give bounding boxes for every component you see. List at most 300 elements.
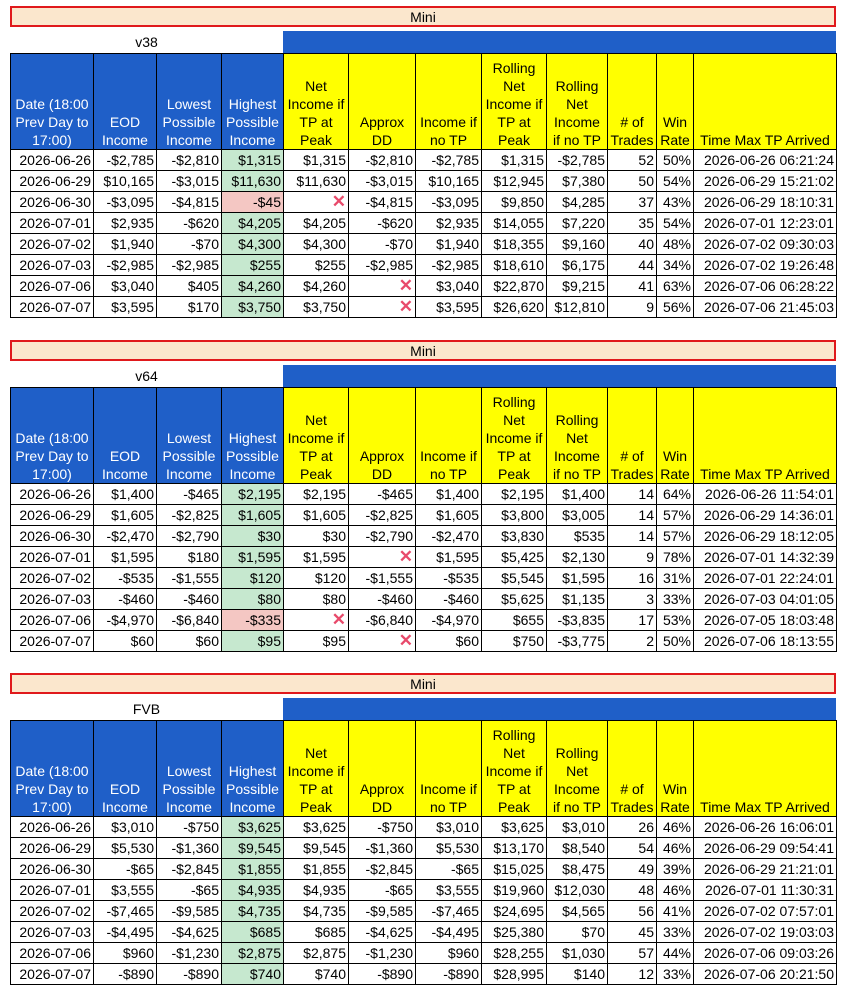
cell-time-max-tp[interactable]: 2026-06-29 21:21:01 — [694, 859, 837, 880]
cell-eod-income[interactable]: $60 — [94, 631, 157, 652]
cell-lowest-income[interactable]: $60 — [157, 631, 222, 652]
version-header-bar[interactable] — [283, 31, 836, 53]
cell-date[interactable]: 2026-07-06 — [11, 610, 94, 631]
column-header-net-income-tp[interactable]: Net Income if TP at Peak — [284, 721, 349, 817]
cell-approx-dd[interactable] — [349, 297, 416, 318]
cell-income-no-tp[interactable]: -$890 — [416, 964, 482, 985]
cell-eod-income[interactable]: -$460 — [94, 589, 157, 610]
cell-time-max-tp[interactable]: 2026-06-26 11:54:01 — [694, 484, 837, 505]
cell-highest-income[interactable]: $1,315 — [222, 150, 284, 171]
column-header-approx-dd[interactable]: Approx DD — [349, 54, 416, 150]
cell-trades[interactable]: 45 — [608, 922, 657, 943]
cell-eod-income[interactable]: $3,595 — [94, 297, 157, 318]
cell-lowest-income[interactable]: -$2,810 — [157, 150, 222, 171]
cell-highest-income[interactable]: $4,935 — [222, 880, 284, 901]
cell-income-no-tp[interactable]: -$2,470 — [416, 526, 482, 547]
cell-trades[interactable]: 14 — [608, 505, 657, 526]
cell-net-income-tp[interactable]: $120 — [284, 568, 349, 589]
cell-approx-dd[interactable]: -$4,815 — [349, 192, 416, 213]
cell-eod-income[interactable]: $3,555 — [94, 880, 157, 901]
cell-eod-income[interactable]: $960 — [94, 943, 157, 964]
cell-win-rate[interactable]: 54% — [657, 171, 694, 192]
column-header-time-max-tp[interactable]: Time Max TP Arrived — [694, 388, 837, 484]
cell-time-max-tp[interactable]: 2026-07-06 21:45:03 — [694, 297, 837, 318]
cell-rolling-no-tp[interactable]: $7,220 — [547, 213, 608, 234]
cell-eod-income[interactable]: $1,940 — [94, 234, 157, 255]
cell-eod-income[interactable]: -$2,470 — [94, 526, 157, 547]
cell-trades[interactable]: 48 — [608, 880, 657, 901]
cell-net-income-tp[interactable]: $4,935 — [284, 880, 349, 901]
cell-approx-dd[interactable]: -$9,585 — [349, 901, 416, 922]
cell-date[interactable]: 2026-07-02 — [11, 901, 94, 922]
cell-approx-dd[interactable]: -$1,360 — [349, 838, 416, 859]
cell-trades[interactable]: 12 — [608, 964, 657, 985]
cell-income-no-tp[interactable]: $960 — [416, 943, 482, 964]
cell-date[interactable]: 2026-06-30 — [11, 192, 94, 213]
cell-income-no-tp[interactable]: $3,595 — [416, 297, 482, 318]
cell-eod-income[interactable]: -$2,985 — [94, 255, 157, 276]
cell-net-income-tp[interactable]: $1,595 — [284, 547, 349, 568]
cell-time-max-tp[interactable]: 2026-06-26 16:06:01 — [694, 817, 837, 838]
column-header-date[interactable]: Date (18:00 Prev Day to 17:00) — [11, 721, 94, 817]
cell-highest-income[interactable]: $11,630 — [222, 171, 284, 192]
cell-time-max-tp[interactable]: 2026-07-06 20:21:50 — [694, 964, 837, 985]
cell-eod-income[interactable]: -$4,970 — [94, 610, 157, 631]
cell-time-max-tp[interactable]: 2026-07-05 18:03:48 — [694, 610, 837, 631]
column-header-lowest-income[interactable]: Lowest Possible Income — [157, 388, 222, 484]
cell-eod-income[interactable]: -$3,095 — [94, 192, 157, 213]
cell-date[interactable]: 2026-07-07 — [11, 297, 94, 318]
cell-net-income-tp[interactable]: $2,875 — [284, 943, 349, 964]
cell-lowest-income[interactable]: -$4,815 — [157, 192, 222, 213]
cell-highest-income[interactable]: $2,875 — [222, 943, 284, 964]
cell-approx-dd[interactable]: -$4,625 — [349, 922, 416, 943]
cell-income-no-tp[interactable]: $1,400 — [416, 484, 482, 505]
cell-highest-income[interactable]: $255 — [222, 255, 284, 276]
cell-date[interactable]: 2026-07-06 — [11, 276, 94, 297]
cell-net-income-tp[interactable]: $4,260 — [284, 276, 349, 297]
cell-income-no-tp[interactable]: $10,165 — [416, 171, 482, 192]
cell-rolling-no-tp[interactable]: $4,285 — [547, 192, 608, 213]
cell-rolling-no-tp[interactable]: $535 — [547, 526, 608, 547]
cell-rolling-tp[interactable]: $1,315 — [482, 150, 547, 171]
cell-trades[interactable]: 41 — [608, 276, 657, 297]
cell-approx-dd[interactable]: -$2,985 — [349, 255, 416, 276]
column-header-rolling-tp[interactable]: Rolling Net Income if TP at Peak — [482, 54, 547, 150]
cell-net-income-tp[interactable]: $1,855 — [284, 859, 349, 880]
cell-trades[interactable]: 9 — [608, 547, 657, 568]
cell-win-rate[interactable]: 48% — [657, 234, 694, 255]
cell-trades[interactable]: 16 — [608, 568, 657, 589]
cell-approx-dd[interactable]: -$2,825 — [349, 505, 416, 526]
cell-date[interactable]: 2026-06-30 — [11, 526, 94, 547]
cell-income-no-tp[interactable]: -$3,095 — [416, 192, 482, 213]
cell-lowest-income[interactable]: -$620 — [157, 213, 222, 234]
column-header-trades[interactable]: # of Trades — [608, 54, 657, 150]
cell-trades[interactable]: 9 — [608, 297, 657, 318]
cell-date[interactable]: 2026-06-29 — [11, 171, 94, 192]
cell-rolling-tp[interactable]: $28,995 — [482, 964, 547, 985]
cell-approx-dd[interactable]: -$1,555 — [349, 568, 416, 589]
column-header-win-rate[interactable]: Win Rate — [657, 54, 694, 150]
cell-rolling-no-tp[interactable]: $1,030 — [547, 943, 608, 964]
cell-trades[interactable]: 14 — [608, 484, 657, 505]
cell-date[interactable]: 2026-06-26 — [11, 817, 94, 838]
cell-lowest-income[interactable]: -$1,230 — [157, 943, 222, 964]
cell-eod-income[interactable]: -$890 — [94, 964, 157, 985]
cell-highest-income[interactable]: -$45 — [222, 192, 284, 213]
cell-trades[interactable]: 40 — [608, 234, 657, 255]
cell-income-no-tp[interactable]: $1,595 — [416, 547, 482, 568]
cell-rolling-no-tp[interactable]: -$2,785 — [547, 150, 608, 171]
cell-approx-dd[interactable]: -$2,845 — [349, 859, 416, 880]
column-header-approx-dd[interactable]: Approx DD — [349, 721, 416, 817]
cell-win-rate[interactable]: 46% — [657, 817, 694, 838]
cell-approx-dd[interactable] — [349, 276, 416, 297]
column-header-win-rate[interactable]: Win Rate — [657, 388, 694, 484]
cell-eod-income[interactable]: $3,040 — [94, 276, 157, 297]
cell-eod-income[interactable]: -$4,495 — [94, 922, 157, 943]
cell-approx-dd[interactable] — [349, 631, 416, 652]
cell-eod-income[interactable]: -$7,465 — [94, 901, 157, 922]
cell-highest-income[interactable]: $95 — [222, 631, 284, 652]
cell-net-income-tp[interactable]: $4,205 — [284, 213, 349, 234]
cell-income-no-tp[interactable]: -$2,985 — [416, 255, 482, 276]
cell-time-max-tp[interactable]: 2026-06-29 14:36:01 — [694, 505, 837, 526]
cell-date[interactable]: 2026-07-06 — [11, 943, 94, 964]
cell-trades[interactable]: 54 — [608, 838, 657, 859]
cell-win-rate[interactable]: 54% — [657, 213, 694, 234]
column-header-income-no-tp[interactable]: Income if no TP — [416, 721, 482, 817]
cell-eod-income[interactable]: $2,935 — [94, 213, 157, 234]
column-header-rolling-no-tp[interactable]: Rolling Net Income if no TP — [547, 388, 608, 484]
cell-highest-income[interactable]: $1,605 — [222, 505, 284, 526]
cell-rolling-tp[interactable]: $13,170 — [482, 838, 547, 859]
cell-win-rate[interactable]: 33% — [657, 964, 694, 985]
cell-approx-dd[interactable]: -$65 — [349, 880, 416, 901]
cell-income-no-tp[interactable]: -$2,785 — [416, 150, 482, 171]
version-header-bar[interactable] — [283, 698, 836, 720]
cell-net-income-tp[interactable]: $740 — [284, 964, 349, 985]
cell-highest-income[interactable]: $685 — [222, 922, 284, 943]
cell-lowest-income[interactable]: -$4,625 — [157, 922, 222, 943]
column-header-approx-dd[interactable]: Approx DD — [349, 388, 416, 484]
cell-rolling-tp[interactable]: $3,625 — [482, 817, 547, 838]
cell-date[interactable]: 2026-06-26 — [11, 150, 94, 171]
cell-win-rate[interactable]: 78% — [657, 547, 694, 568]
cell-rolling-tp[interactable]: $5,425 — [482, 547, 547, 568]
cell-win-rate[interactable]: 57% — [657, 526, 694, 547]
cell-rolling-no-tp[interactable]: -$3,835 — [547, 610, 608, 631]
cell-time-max-tp[interactable]: 2026-07-06 06:28:22 — [694, 276, 837, 297]
cell-rolling-no-tp[interactable]: $4,565 — [547, 901, 608, 922]
cell-highest-income[interactable]: $4,205 — [222, 213, 284, 234]
cell-rolling-tp[interactable]: $15,025 — [482, 859, 547, 880]
cell-approx-dd[interactable]: -$3,015 — [349, 171, 416, 192]
cell-time-max-tp[interactable]: 2026-06-29 15:21:02 — [694, 171, 837, 192]
cell-income-no-tp[interactable]: $60 — [416, 631, 482, 652]
cell-rolling-tp[interactable]: $26,620 — [482, 297, 547, 318]
cell-approx-dd[interactable]: -$6,840 — [349, 610, 416, 631]
cell-eod-income[interactable]: -$2,785 — [94, 150, 157, 171]
cell-time-max-tp[interactable]: 2026-06-29 18:10:31 — [694, 192, 837, 213]
cell-win-rate[interactable]: 34% — [657, 255, 694, 276]
column-header-net-income-tp[interactable]: Net Income if TP at Peak — [284, 54, 349, 150]
cell-net-income-tp[interactable]: $3,625 — [284, 817, 349, 838]
cell-time-max-tp[interactable]: 2026-07-01 14:32:39 — [694, 547, 837, 568]
cell-win-rate[interactable]: 46% — [657, 880, 694, 901]
column-header-time-max-tp[interactable]: Time Max TP Arrived — [694, 54, 837, 150]
cell-rolling-tp[interactable]: $19,960 — [482, 880, 547, 901]
cell-lowest-income[interactable]: $180 — [157, 547, 222, 568]
cell-time-max-tp[interactable]: 2026-07-02 19:26:48 — [694, 255, 837, 276]
cell-date[interactable]: 2026-07-07 — [11, 964, 94, 985]
cell-time-max-tp[interactable]: 2026-07-03 04:01:05 — [694, 589, 837, 610]
column-header-income-no-tp[interactable]: Income if no TP — [416, 54, 482, 150]
cell-eod-income[interactable]: $1,595 — [94, 547, 157, 568]
cell-highest-income[interactable]: $3,625 — [222, 817, 284, 838]
cell-trades[interactable]: 44 — [608, 255, 657, 276]
cell-rolling-no-tp[interactable]: -$3,775 — [547, 631, 608, 652]
cell-income-no-tp[interactable]: -$535 — [416, 568, 482, 589]
cell-win-rate[interactable]: 57% — [657, 505, 694, 526]
column-header-time-max-tp[interactable]: Time Max TP Arrived — [694, 721, 837, 817]
cell-income-no-tp[interactable]: $1,605 — [416, 505, 482, 526]
cell-highest-income[interactable]: -$335 — [222, 610, 284, 631]
cell-approx-dd[interactable]: -$2,790 — [349, 526, 416, 547]
section-banner[interactable]: Mini — [10, 340, 836, 361]
cell-rolling-tp[interactable]: $28,255 — [482, 943, 547, 964]
cell-highest-income[interactable]: $9,545 — [222, 838, 284, 859]
column-header-rolling-no-tp[interactable]: Rolling Net Income if no TP — [547, 721, 608, 817]
cell-rolling-no-tp[interactable]: $8,475 — [547, 859, 608, 880]
cell-lowest-income[interactable]: -$2,985 — [157, 255, 222, 276]
cell-net-income-tp[interactable]: $2,195 — [284, 484, 349, 505]
cell-win-rate[interactable]: 33% — [657, 922, 694, 943]
cell-date[interactable]: 2026-07-02 — [11, 234, 94, 255]
cell-highest-income[interactable]: $30 — [222, 526, 284, 547]
cell-eod-income[interactable]: $1,400 — [94, 484, 157, 505]
cell-trades[interactable]: 14 — [608, 526, 657, 547]
cell-eod-income[interactable]: -$535 — [94, 568, 157, 589]
cell-lowest-income[interactable]: -$2,845 — [157, 859, 222, 880]
cell-eod-income[interactable]: -$65 — [94, 859, 157, 880]
cell-lowest-income[interactable]: -$750 — [157, 817, 222, 838]
cell-highest-income[interactable]: $80 — [222, 589, 284, 610]
cell-lowest-income[interactable]: -$1,555 — [157, 568, 222, 589]
cell-date[interactable]: 2026-07-03 — [11, 589, 94, 610]
cell-win-rate[interactable]: 56% — [657, 297, 694, 318]
cell-income-no-tp[interactable]: -$460 — [416, 589, 482, 610]
cell-lowest-income[interactable]: -$9,585 — [157, 901, 222, 922]
version-label[interactable]: v38 — [135, 34, 158, 50]
cell-rolling-no-tp[interactable]: $1,400 — [547, 484, 608, 505]
cell-rolling-no-tp[interactable]: $1,595 — [547, 568, 608, 589]
cell-date[interactable]: 2026-06-29 — [11, 505, 94, 526]
cell-rolling-no-tp[interactable]: $12,030 — [547, 880, 608, 901]
cell-approx-dd[interactable]: -$620 — [349, 213, 416, 234]
cell-highest-income[interactable]: $4,735 — [222, 901, 284, 922]
cell-rolling-no-tp[interactable]: $3,005 — [547, 505, 608, 526]
column-header-net-income-tp[interactable]: Net Income if TP at Peak — [284, 388, 349, 484]
cell-highest-income[interactable]: $3,750 — [222, 297, 284, 318]
cell-highest-income[interactable]: $4,260 — [222, 276, 284, 297]
cell-rolling-no-tp[interactable]: $6,175 — [547, 255, 608, 276]
cell-net-income-tp[interactable]: $9,545 — [284, 838, 349, 859]
cell-income-no-tp[interactable]: $1,940 — [416, 234, 482, 255]
cell-lowest-income[interactable]: -$465 — [157, 484, 222, 505]
column-header-rolling-tp[interactable]: Rolling Net Income if TP at Peak — [482, 721, 547, 817]
cell-highest-income[interactable]: $4,300 — [222, 234, 284, 255]
cell-lowest-income[interactable]: -$1,360 — [157, 838, 222, 859]
cell-net-income-tp[interactable]: $255 — [284, 255, 349, 276]
cell-approx-dd[interactable]: -$1,230 — [349, 943, 416, 964]
cell-approx-dd[interactable]: -$750 — [349, 817, 416, 838]
cell-trades[interactable]: 52 — [608, 150, 657, 171]
cell-approx-dd[interactable]: -$2,810 — [349, 150, 416, 171]
cell-highest-income[interactable]: $1,595 — [222, 547, 284, 568]
cell-win-rate[interactable]: 31% — [657, 568, 694, 589]
cell-date[interactable]: 2026-07-01 — [11, 547, 94, 568]
cell-rolling-tp[interactable]: $18,610 — [482, 255, 547, 276]
cell-net-income-tp[interactable] — [284, 610, 349, 631]
version-header-bar[interactable] — [283, 365, 836, 387]
cell-rolling-no-tp[interactable]: $8,540 — [547, 838, 608, 859]
cell-win-rate[interactable]: 39% — [657, 859, 694, 880]
cell-income-no-tp[interactable]: $3,010 — [416, 817, 482, 838]
column-header-eod-income[interactable]: EOD Income — [94, 388, 157, 484]
cell-date[interactable]: 2026-07-07 — [11, 631, 94, 652]
cell-highest-income[interactable]: $120 — [222, 568, 284, 589]
cell-net-income-tp[interactable]: $80 — [284, 589, 349, 610]
cell-time-max-tp[interactable]: 2026-06-29 18:12:05 — [694, 526, 837, 547]
column-header-lowest-income[interactable]: Lowest Possible Income — [157, 721, 222, 817]
cell-rolling-tp[interactable]: $655 — [482, 610, 547, 631]
cell-lowest-income[interactable]: -$70 — [157, 234, 222, 255]
cell-net-income-tp[interactable]: $30 — [284, 526, 349, 547]
cell-win-rate[interactable]: 50% — [657, 631, 694, 652]
cell-trades[interactable]: 56 — [608, 901, 657, 922]
version-label[interactable]: FVB — [132, 701, 161, 717]
column-header-eod-income[interactable]: EOD Income — [94, 721, 157, 817]
cell-highest-income[interactable]: $740 — [222, 964, 284, 985]
cell-rolling-no-tp[interactable]: $1,135 — [547, 589, 608, 610]
cell-win-rate[interactable]: 63% — [657, 276, 694, 297]
cell-approx-dd[interactable]: -$890 — [349, 964, 416, 985]
cell-time-max-tp[interactable]: 2026-06-26 06:21:24 — [694, 150, 837, 171]
cell-income-no-tp[interactable]: $5,530 — [416, 838, 482, 859]
cell-date[interactable]: 2026-07-01 — [11, 880, 94, 901]
cell-income-no-tp[interactable]: $3,040 — [416, 276, 482, 297]
cell-win-rate[interactable]: 33% — [657, 589, 694, 610]
cell-lowest-income[interactable]: $405 — [157, 276, 222, 297]
cell-rolling-tp[interactable]: $5,545 — [482, 568, 547, 589]
cell-net-income-tp[interactable]: $3,750 — [284, 297, 349, 318]
cell-time-max-tp[interactable]: 2026-07-01 11:30:31 — [694, 880, 837, 901]
column-header-highest-income[interactable]: Highest Possible Income — [222, 388, 284, 484]
cell-trades[interactable]: 35 — [608, 213, 657, 234]
cell-rolling-tp[interactable]: $3,830 — [482, 526, 547, 547]
cell-rolling-tp[interactable]: $14,055 — [482, 213, 547, 234]
cell-win-rate[interactable]: 50% — [657, 150, 694, 171]
cell-income-no-tp[interactable]: -$4,495 — [416, 922, 482, 943]
cell-lowest-income[interactable]: -$2,825 — [157, 505, 222, 526]
cell-net-income-tp[interactable] — [284, 192, 349, 213]
column-header-income-no-tp[interactable]: Income if no TP — [416, 388, 482, 484]
cell-rolling-tp[interactable]: $5,625 — [482, 589, 547, 610]
cell-date[interactable]: 2026-07-03 — [11, 922, 94, 943]
cell-eod-income[interactable]: $5,530 — [94, 838, 157, 859]
cell-rolling-tp[interactable]: $22,870 — [482, 276, 547, 297]
cell-time-max-tp[interactable]: 2026-07-02 19:03:03 — [694, 922, 837, 943]
cell-trades[interactable]: 17 — [608, 610, 657, 631]
cell-date[interactable]: 2026-06-26 — [11, 484, 94, 505]
cell-rolling-tp[interactable]: $9,850 — [482, 192, 547, 213]
cell-time-max-tp[interactable]: 2026-07-06 09:03:26 — [694, 943, 837, 964]
cell-trades[interactable]: 57 — [608, 943, 657, 964]
cell-trades[interactable]: 3 — [608, 589, 657, 610]
cell-trades[interactable]: 49 — [608, 859, 657, 880]
cell-net-income-tp[interactable]: $1,315 — [284, 150, 349, 171]
cell-net-income-tp[interactable]: $4,735 — [284, 901, 349, 922]
cell-win-rate[interactable]: 64% — [657, 484, 694, 505]
cell-date[interactable]: 2026-07-01 — [11, 213, 94, 234]
cell-time-max-tp[interactable]: 2026-06-29 09:54:41 — [694, 838, 837, 859]
cell-net-income-tp[interactable]: $685 — [284, 922, 349, 943]
cell-approx-dd[interactable]: -$70 — [349, 234, 416, 255]
cell-date[interactable]: 2026-06-29 — [11, 838, 94, 859]
cell-rolling-tp[interactable]: $750 — [482, 631, 547, 652]
section-banner[interactable]: Mini — [10, 673, 836, 694]
cell-lowest-income[interactable]: -$65 — [157, 880, 222, 901]
cell-trades[interactable]: 50 — [608, 171, 657, 192]
cell-income-no-tp[interactable]: -$65 — [416, 859, 482, 880]
cell-win-rate[interactable]: 41% — [657, 901, 694, 922]
cell-income-no-tp[interactable]: -$4,970 — [416, 610, 482, 631]
cell-trades[interactable]: 37 — [608, 192, 657, 213]
cell-win-rate[interactable]: 53% — [657, 610, 694, 631]
cell-rolling-tp[interactable]: $25,380 — [482, 922, 547, 943]
cell-net-income-tp[interactable]: $4,300 — [284, 234, 349, 255]
cell-lowest-income[interactable]: -$890 — [157, 964, 222, 985]
cell-income-no-tp[interactable]: -$7,465 — [416, 901, 482, 922]
cell-highest-income[interactable]: $1,855 — [222, 859, 284, 880]
cell-eod-income[interactable]: $3,010 — [94, 817, 157, 838]
cell-rolling-no-tp[interactable]: $12,810 — [547, 297, 608, 318]
column-header-date[interactable]: Date (18:00 Prev Day to 17:00) — [11, 388, 94, 484]
cell-rolling-tp[interactable]: $3,800 — [482, 505, 547, 526]
cell-rolling-no-tp[interactable]: $9,160 — [547, 234, 608, 255]
cell-date[interactable]: 2026-07-02 — [11, 568, 94, 589]
cell-time-max-tp[interactable]: 2026-07-01 12:23:01 — [694, 213, 837, 234]
cell-highest-income[interactable]: $2,195 — [222, 484, 284, 505]
column-header-highest-income[interactable]: Highest Possible Income — [222, 54, 284, 150]
column-header-trades[interactable]: # of Trades — [608, 721, 657, 817]
cell-lowest-income[interactable]: $170 — [157, 297, 222, 318]
cell-trades[interactable]: 2 — [608, 631, 657, 652]
cell-trades[interactable]: 26 — [608, 817, 657, 838]
cell-lowest-income[interactable]: -$460 — [157, 589, 222, 610]
cell-lowest-income[interactable]: -$3,015 — [157, 171, 222, 192]
cell-net-income-tp[interactable]: $95 — [284, 631, 349, 652]
cell-rolling-no-tp[interactable]: $7,380 — [547, 171, 608, 192]
cell-time-max-tp[interactable]: 2026-07-06 18:13:55 — [694, 631, 837, 652]
cell-time-max-tp[interactable]: 2026-07-02 07:57:01 — [694, 901, 837, 922]
column-header-win-rate[interactable]: Win Rate — [657, 721, 694, 817]
cell-rolling-tp[interactable]: $24,695 — [482, 901, 547, 922]
cell-rolling-no-tp[interactable]: $3,010 — [547, 817, 608, 838]
cell-rolling-tp[interactable]: $2,195 — [482, 484, 547, 505]
